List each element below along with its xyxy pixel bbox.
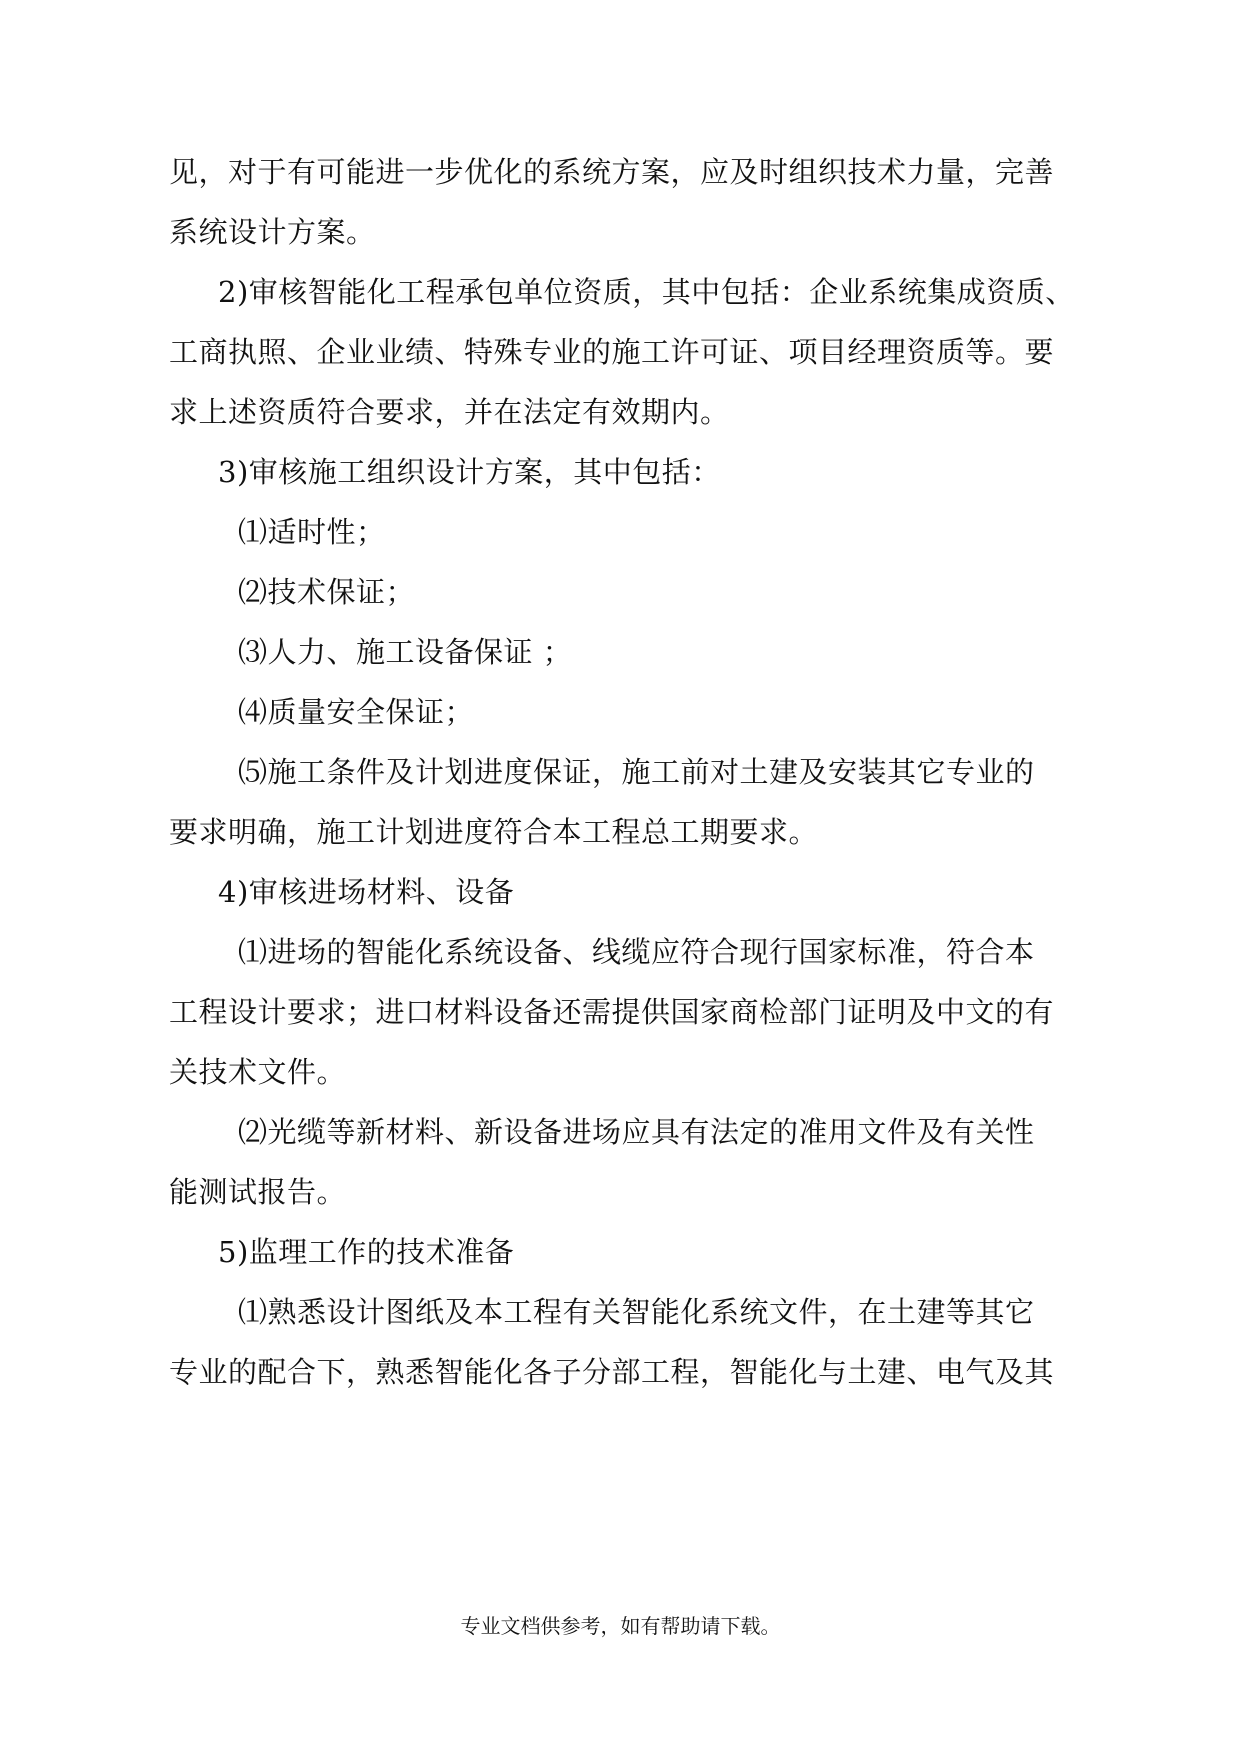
paragraph-line: 见，对于有可能进一步优化的系统方案，应及时组织技术力量，完善 (169, 155, 1055, 189)
paragraph-line: 求上述资质符合要求，并在法定有效期内。 (169, 395, 730, 429)
paragraph-line: 2)审核智能化工程承包单位资质，其中包括：企业系统集成资质、 (218, 275, 1075, 309)
list-item-line: ⑶人力、施工设备保证 ； (238, 635, 573, 669)
paragraph-line: 关技术文件。 (169, 1055, 347, 1089)
list-item-line: ⑵光缆等新材料、新设备进场应具有法定的准用文件及有关性 (238, 1115, 1035, 1149)
list-item-line: ⑵技术保证； (238, 575, 416, 609)
paragraph-line: 专业的配合下，熟悉智能化各子分部工程，智能化与土建、电气及其 (169, 1355, 1055, 1389)
paragraph-line: 系统设计方案。 (169, 215, 376, 249)
paragraph-line: 能测试报告。 (169, 1175, 347, 1209)
list-item-line: ⑴熟悉设计图纸及本工程有关智能化系统文件，在土建等其它 (238, 1295, 1035, 1329)
paragraph-line: 要求明确，施工计划进度符合本工程总工期要求。 (169, 815, 819, 849)
paragraph-line: 工程设计要求；进口材料设备还需提供国家商检部门证明及中文的有 (169, 995, 1055, 1029)
list-item-line: ⑸施工条件及计划进度保证，施工前对土建及安装其它专业的 (238, 755, 1035, 789)
paragraph-line: 工商执照、企业业绩、特殊专业的施工许可证、项目经理资质等。要 (169, 335, 1055, 369)
paragraph-line: 5)监理工作的技术准备 (218, 1235, 515, 1269)
paragraph-line: 4)审核进场材料、设备 (218, 875, 515, 909)
list-item-line: ⑴适时性； (238, 515, 386, 549)
list-item-line: ⑷质量安全保证； (238, 695, 475, 729)
list-item-line: ⑴进场的智能化系统设备、线缆应符合现行国家标准，符合本 (238, 935, 1035, 969)
page-footer: 专业文档供参考，如有帮助请下载。 (460, 1614, 781, 1638)
paragraph-line: 3)审核施工组织设计方案，其中包括： (218, 455, 721, 489)
